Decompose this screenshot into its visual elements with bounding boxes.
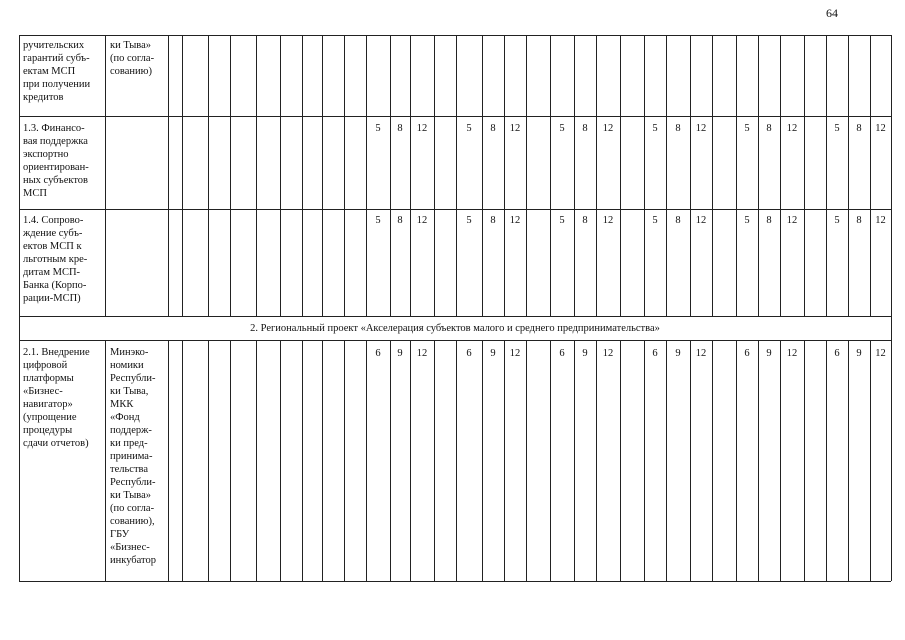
table-rule (208, 340, 209, 581)
table-rule (574, 340, 575, 581)
table-rule (322, 340, 323, 581)
table-cell-value: 6 (744, 348, 750, 359)
table-cell-value: 5 (652, 123, 658, 134)
table-rule (344, 35, 345, 316)
table-rule (690, 35, 691, 316)
table-rule (410, 35, 411, 316)
table-cell-value: 5 (375, 123, 381, 134)
table-rule (208, 35, 209, 316)
table-cell-value: 6 (652, 348, 658, 359)
row-1-name: ручительских гарантий субъ- ектам МСП при получении кредитов (23, 40, 91, 103)
table-rule (344, 340, 345, 581)
table-rule (870, 35, 871, 316)
table-cell-value: 8 (766, 123, 772, 134)
table-rule (780, 340, 781, 581)
table-rule (550, 340, 551, 581)
table-rule (256, 340, 257, 581)
table-rule (666, 340, 667, 581)
table-cell-value: 12 (416, 348, 428, 359)
table-rule (168, 209, 891, 210)
table-rule (736, 340, 737, 581)
table-cell-value: 12 (695, 123, 707, 134)
table-rule (19, 340, 891, 341)
table-cell-value: 12 (602, 348, 614, 359)
table-cell-value: 9 (766, 348, 772, 359)
table-cell-value: 8 (490, 123, 496, 134)
table-rule (891, 340, 892, 581)
table-cell-value: 5 (834, 123, 840, 134)
table-cell-value: 8 (582, 215, 588, 226)
table-rule (280, 35, 281, 316)
table-rule (434, 340, 435, 581)
table-cell-value: 12 (786, 123, 798, 134)
table-rule (19, 340, 20, 581)
section-title: 2. Региональный проект «Акселерация субъектов малого и среднего предпринимательства» (250, 323, 660, 334)
table-rule (690, 340, 691, 581)
table-cell-value: 8 (490, 215, 496, 226)
table-cell-value: 6 (375, 348, 381, 359)
table-cell-value: 12 (786, 215, 798, 226)
table-cell-value: 8 (397, 123, 403, 134)
table-rule (712, 340, 713, 581)
table-rule (19, 316, 891, 317)
table-cell-value: 8 (766, 215, 772, 226)
table-rule (574, 35, 575, 316)
table-rule (456, 35, 457, 316)
table-cell-value: 8 (675, 215, 681, 226)
table-rule (620, 35, 621, 316)
table-rule (456, 340, 457, 581)
table-rule (482, 340, 483, 581)
table-cell-value: 12 (875, 348, 886, 359)
table-rule (826, 340, 827, 581)
table-cell-value: 5 (652, 215, 658, 226)
table-cell-value: 12 (602, 123, 614, 134)
table-rule (280, 340, 281, 581)
table-rule (302, 35, 303, 316)
table-rule (182, 35, 183, 316)
table-rule (230, 35, 231, 316)
table-rule (596, 340, 597, 581)
page-number: 64 (826, 6, 838, 20)
table-rule (712, 35, 713, 316)
table-rule (644, 340, 645, 581)
table-rule (256, 35, 257, 316)
table-cell-value: 8 (675, 123, 681, 134)
table-rule (504, 35, 505, 316)
table-rule (758, 35, 759, 316)
table-cell-value: 12 (416, 123, 428, 134)
table-cell-value: 9 (490, 348, 496, 359)
table-cell-value: 9 (397, 348, 403, 359)
table-rule (526, 35, 527, 316)
table-rule (19, 35, 20, 316)
table-cell-value: 9 (856, 348, 862, 359)
table-rule (758, 340, 759, 581)
table-rule (19, 116, 891, 117)
table-rule (322, 35, 323, 316)
table-rule (434, 35, 435, 316)
table-rule (736, 35, 737, 316)
table-rule (410, 340, 411, 581)
table-rule (482, 35, 483, 316)
table-rule (780, 35, 781, 316)
table-rule (19, 35, 891, 36)
table-cell-value: 12 (509, 348, 521, 359)
table-rule (848, 35, 849, 316)
table-cell-value: 6 (466, 348, 472, 359)
row-2-name: 1.3. Финансо- вая поддержка экспортно ориентирован- ных субъектов МСП (23, 123, 89, 199)
table-cell-value: 12 (786, 348, 798, 359)
table-rule (366, 340, 367, 581)
table-cell-value: 5 (834, 215, 840, 226)
table-cell-value: 5 (375, 215, 381, 226)
table-rule (366, 35, 367, 316)
table-cell-value: 5 (744, 215, 750, 226)
table-rule (526, 340, 527, 581)
table-rule (596, 35, 597, 316)
table-rule (105, 35, 106, 316)
table-cell-value: 8 (856, 215, 862, 226)
table-rule (19, 581, 891, 582)
table-cell-value: 6 (834, 348, 840, 359)
table-cell-value: 8 (397, 215, 403, 226)
table-cell-value: 12 (416, 215, 428, 226)
table-rule (891, 35, 892, 316)
table-cell-value: 12 (875, 123, 886, 134)
table-cell-value: 5 (559, 215, 565, 226)
table-rule (105, 340, 106, 581)
row-1-executor: ки Тыва» (по согла- сованию) (110, 40, 155, 77)
table-rule (848, 340, 849, 581)
table-cell-value: 12 (695, 348, 707, 359)
row-4-executor: Минэко- номики Республи- ки Тыва, МКК «Фонд поддерж- ки пред- принима- тельства Республи- ки Тыва» (по согла- сованию), ГБУ «Бизнес- инкубатор (110, 347, 156, 566)
table-rule (182, 340, 183, 581)
table-cell-value: 12 (695, 215, 707, 226)
table-rule (390, 340, 391, 581)
table-rule (390, 35, 391, 316)
table-rule (870, 340, 871, 581)
table-cell-value: 5 (744, 123, 750, 134)
table-rule (666, 35, 667, 316)
table-rule (620, 340, 621, 581)
row-4-name: 2.1. Внедрение цифровой платформы «Бизнес- навигатор» (упрощение процедуры сдачи отчетов) (23, 347, 90, 449)
table-cell-value: 5 (466, 215, 472, 226)
table-rule (19, 209, 168, 210)
table-rule (644, 35, 645, 316)
table-rule (230, 340, 231, 581)
table-cell-value: 12 (875, 215, 886, 226)
table-cell-value: 12 (509, 123, 521, 134)
table-cell-value: 5 (559, 123, 565, 134)
table-rule (804, 35, 805, 316)
table-rule (550, 35, 551, 316)
table-cell-value: 8 (856, 123, 862, 134)
table-rule (826, 35, 827, 316)
table-rule (804, 340, 805, 581)
row-3-name: 1.4. Сопрово- ждение субъ- ектов МСП к льготным кре- дитам МСП- Банка (Корпо- рации-МСП) (23, 215, 88, 304)
table-cell-value: 6 (559, 348, 565, 359)
table-cell-value: 5 (466, 123, 472, 134)
table-cell-value: 8 (582, 123, 588, 134)
table-cell-value: 9 (582, 348, 588, 359)
table-rule (302, 340, 303, 581)
table-cell-value: 12 (602, 215, 614, 226)
table-cell-value: 12 (509, 215, 521, 226)
table-rule (504, 340, 505, 581)
table-cell-value: 9 (675, 348, 681, 359)
